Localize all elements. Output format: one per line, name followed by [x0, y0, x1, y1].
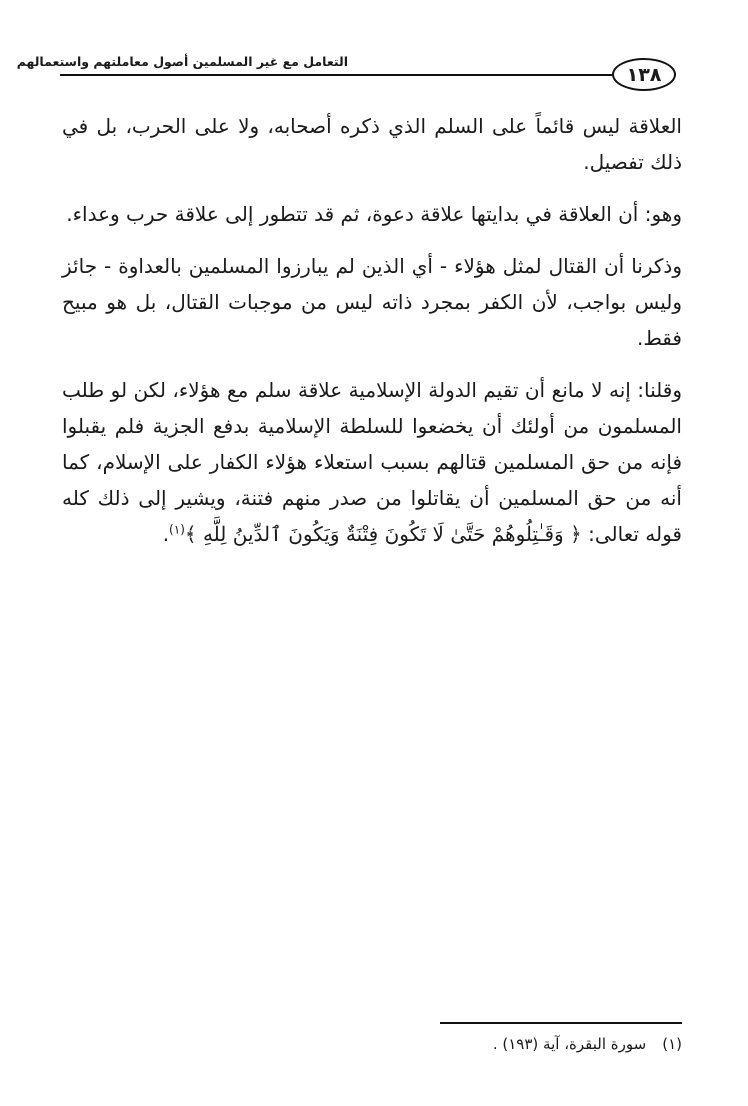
- running-header: [0, 0, 748, 110]
- footnote-rule: [440, 1022, 682, 1024]
- verse-end-punctuation: .: [162, 522, 170, 546]
- footnote-text: سورة البقرة، آية (١٩٣) .: [492, 1035, 647, 1053]
- header-rule: [60, 74, 612, 76]
- footnote-reference[interactable]: (١): [169, 522, 185, 537]
- paragraph: وذكرنا أن القتال لمثل هؤلاء - أي الذين لم يبارزوا المسلمين بالعداوة - جائز وليس بواجب، لأن الكفر بمجرد ذاته ليس من موجبات القتال، بل هو مبيح فقط.: [62, 254, 682, 350]
- footnote: [362, 1032, 682, 1056]
- paragraph: العلاقة ليس قائماً على السلم الذي ذكره أصحابه، ولا على الحرب، بل في ذلك تفصيل.: [62, 114, 682, 174]
- paragraph-with-verse: [62, 372, 682, 552]
- header-title: التعامل مع غير المسلمين أصول معاملتهم واستعمالهم: [16, 54, 348, 69]
- footnote-number: (١): [662, 1035, 682, 1053]
- body-text: [62, 108, 682, 568]
- page-number: ١٣٨: [612, 58, 676, 91]
- paragraph: وهو: أن العلاقة في بدايتها علاقة دعوة، ثم قد تتطور إلى علاقة حرب وعداء.: [66, 202, 682, 226]
- quran-verse: ﴿ وَقَـٰتِلُوهُمْ حَتَّىٰ لَا تَكُونَ فِتْنَةٌ وَيَكُونَ ٱلدِّينُ لِلَّهِ ﴾: [184, 522, 582, 546]
- paragraph-text: وقلنا: إنه لا مانع أن تقيم الدولة الإسلامية علاقة سلم مع هؤلاء، لكن لو طلب المسلمون من أولئك أن يخضعوا للسلطة الإسلامية بدفع الجزية فلم يقبلوا فإنه من حق المسلمين قتالهم بسبب استعلاء هؤلاء الكفار على الإسلام، كما أنه من حق المسلمين أن يقاتلوا من صدر منهم فتنة، ويشير إلى ذلك كله قوله تعالى:: [62, 378, 682, 546]
